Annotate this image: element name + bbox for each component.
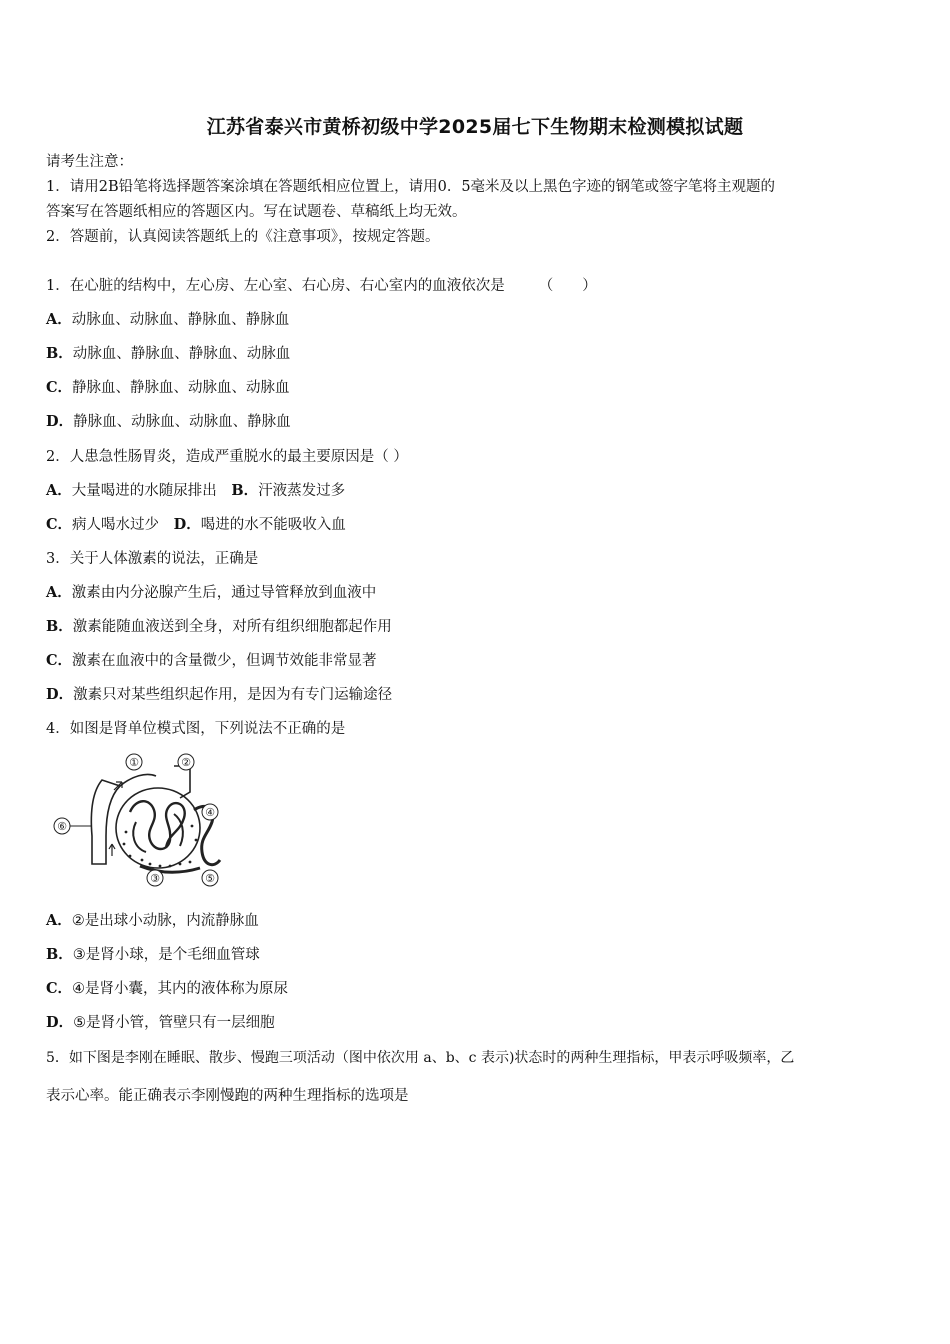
question-5-stem-line1: 5．如下图是李刚在睡眠、散步、慢跑三项活动（图中依次用 a、b、c 表示)状态时的两种生理指标，甲表示呼吸频率，乙 xyxy=(46,1050,795,1066)
nephron-diagram xyxy=(50,752,230,890)
option-letter: C． xyxy=(46,379,73,396)
figure-label-4: ④ xyxy=(205,806,215,819)
option-text: 激素由内分泌腺产生后，通过导管释放到血液中 xyxy=(71,585,377,601)
figure-label-1: ① xyxy=(129,756,139,769)
option-text: 病人喝水过少 xyxy=(72,517,160,533)
option-1b xyxy=(46,344,290,364)
option-text: 静脉血、静脉血、动脉血、动脉血 xyxy=(72,380,290,396)
option-3d xyxy=(46,685,392,705)
option-letter: D． xyxy=(173,516,201,533)
option-4d xyxy=(46,1013,275,1033)
option-letter: A． xyxy=(46,584,72,601)
option-text: 静脉血、动脉血、动脉血、静脉血 xyxy=(73,414,291,430)
notice-item-1: 1．请用2B铅笔将选择题答案涂填在答题纸相应位置上，请用0．5毫米及以上黑色字迹的钢笔或签字笔将主观题的 xyxy=(46,179,776,195)
page-title: 江苏省泰兴市黄桥初级中学2025届七下生物期末检测模拟试题 xyxy=(206,116,744,138)
option-letter: A． xyxy=(46,482,72,499)
option-letter: C． xyxy=(46,516,73,533)
notice-heading: 请考生注意： xyxy=(46,154,133,170)
option-letter: C． xyxy=(46,652,73,669)
option-text: 激素能随血液送到全身，对所有组织细胞都起作用 xyxy=(72,619,392,635)
option-letter: B． xyxy=(46,946,73,963)
option-letter: D． xyxy=(46,686,74,703)
figure-label-6: ⑥ xyxy=(57,820,67,833)
option-2cd xyxy=(46,515,346,535)
question-1-text: 1．在心脏的结构中，左心房、左心室、右心房、右心室内的血液依次是 xyxy=(46,278,505,294)
option-4a xyxy=(46,911,259,931)
notice-item-1-cont: 答案写在答题纸相应的答题区内。写在试题卷、草稿纸上均无效。 xyxy=(46,204,467,220)
option-4b xyxy=(46,945,260,965)
option-1a xyxy=(46,310,289,330)
arteriole-2 xyxy=(174,766,190,798)
option-letter: D． xyxy=(46,413,74,430)
option-text: 激素只对某些组织起作用，是因为有专门运输途径 xyxy=(73,687,393,703)
option-text: ⑤是肾小管，管壁只有一层细胞 xyxy=(73,1015,275,1031)
option-letter: D． xyxy=(46,1014,74,1031)
arteriole-1 xyxy=(120,774,156,786)
figure-label-5: ⑤ xyxy=(205,872,215,885)
option-letter: A． xyxy=(46,311,72,328)
option-text: 动脉血、动脉血、静脉血、静脉血 xyxy=(71,312,290,328)
option-4c xyxy=(46,979,288,999)
option-text: 激素在血液中的含量微少，但调节效能非常显著 xyxy=(72,653,377,669)
question-3-stem: 3．关于人体激素的说法，正确是 xyxy=(46,551,259,567)
option-text: ③是肾小球，是个毛细血管球 xyxy=(72,947,260,963)
figure-label-3: ③ xyxy=(150,872,160,885)
option-3a xyxy=(46,583,376,603)
option-letter: C． xyxy=(46,980,73,997)
option-text: ②是出球小动脉，内流静脉血 xyxy=(71,913,259,929)
option-1c xyxy=(46,378,290,398)
option-2ab xyxy=(46,481,345,501)
glomerulus xyxy=(130,801,185,849)
option-3b xyxy=(46,617,392,637)
option-text: ④是肾小囊，其内的液体称为原尿 xyxy=(72,981,289,997)
question-1-stem xyxy=(46,276,597,296)
question-2-stem: 2．人患急性肠胃炎，造成严重脱水的最主要原因是（ ） xyxy=(46,449,408,465)
flow-arrow xyxy=(109,844,115,856)
option-letter: B． xyxy=(46,345,73,362)
option-text: 动脉血、静脉血、静脉血、动脉血 xyxy=(72,346,291,362)
answer-paren: （ ） xyxy=(538,278,597,294)
option-letter: A． xyxy=(46,912,72,929)
option-letter: B． xyxy=(46,618,73,635)
option-1d xyxy=(46,412,291,432)
option-text: 汗液蒸发过多 xyxy=(258,483,346,499)
option-3c xyxy=(46,651,377,671)
question-4-stem: 4．如图是肾单位模式图，下列说法不正确的是 xyxy=(46,721,346,737)
figure-label-2: ② xyxy=(181,756,191,769)
option-letter: B． xyxy=(231,482,259,499)
question-5-stem-line2: 表示心率。能正确表示李刚慢跑的两种生理指标的选项是 xyxy=(46,1088,409,1104)
option-text: 大量喝进的水随尿排出 xyxy=(71,483,217,499)
option-text: 喝进的水不能吸收入血 xyxy=(200,517,346,533)
notice-item-2: 2．答题前，认真阅读答题纸上的《注意事项》，按规定答题。 xyxy=(46,229,440,245)
